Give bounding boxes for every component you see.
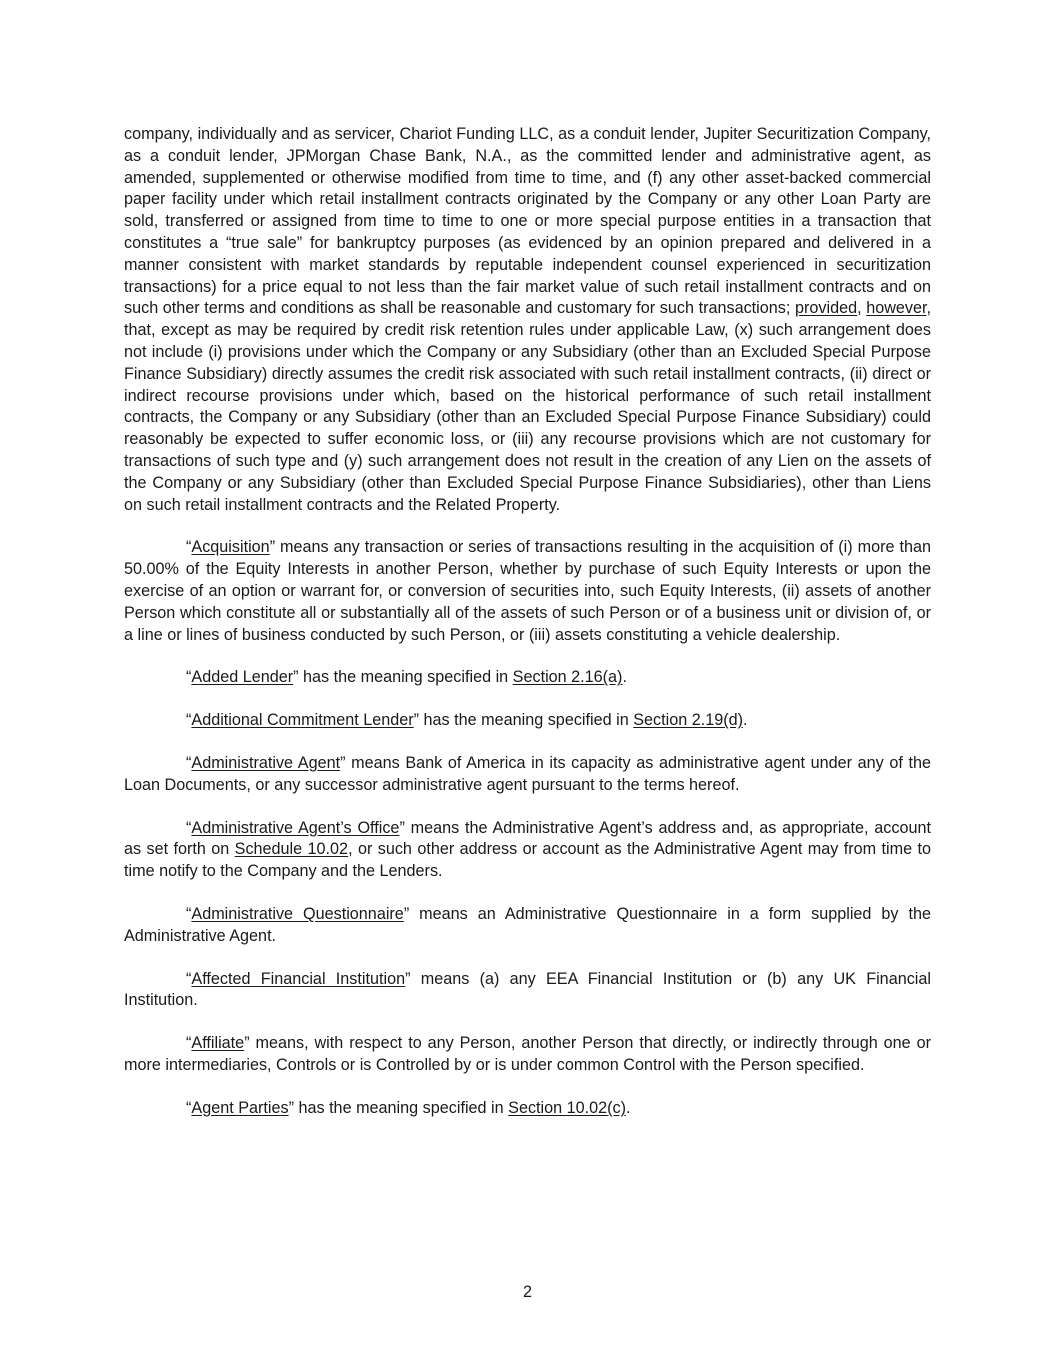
definition-additional-commitment-lender: “Additional Commitment Lender” has the meaning specified in Section 2.19(d).: [186, 711, 748, 730]
definition-term: Administrative Agent: [191, 753, 341, 772]
definition-body: ” means Bank of America in its capacity as administrative agent under any of the Loan Documents, or any successor administrative agent pursuant to the terms hereof.: [124, 753, 931, 794]
definition-term: Administrative Agent’s Office: [191, 818, 400, 837]
definition-term: Acquisition: [191, 538, 270, 557]
section-reference: Section 2.19(d): [633, 711, 743, 730]
definition-body: ” has the meaning specified in: [413, 711, 634, 730]
provided-term: provided: [794, 299, 858, 318]
schedule-reference: Schedule 10.02: [234, 840, 349, 859]
definition-added-lender: “Added Lender” has the meaning specified in Section 2.16(a).: [186, 668, 627, 687]
intro-paragraph: [124, 124, 931, 516]
however-term: however: [866, 299, 927, 318]
definition-body: ” means any transaction or series of transactions resulting in the acquisition of (i) more than 50.00% of the Equity Interests in another Person, whether by purchase of such Equity Interests or upon the exercise of an option or warrant for, or conversion of securities into, such Equity Interests, (ii) assets of another Person which constitute all or substantially all of the assets of such Person or of a business unit or division of, or a line or lines of business conducted by such Person, or (iii) assets constituting a vehicle dealership.: [124, 538, 931, 644]
section-reference: Section 2.16(a): [512, 668, 623, 687]
definition-tail: .: [626, 1098, 631, 1117]
intro-text-3: , that, except as may be required by credit risk retention rules under applicable Law, (x) such arrangement does not include (i) provisions under which the Company or any Subsidiary (other than an Excluded Special Purpose Finance Subsidiary) directly assumes the credit risk associated with such retail installment contracts, (ii) direct or indirect recourse provisions under which, based on the historical performance of such retail installment contracts, the Company or any Subsidiary (other than an Excluded Special Purpose Finance Subsidiary) could reasonably be expected to suffer economic loss, or (iii) any recourse provisions which are not customary for transactions of such type and (y) such arrangement does not result in the creation of any Lien on the assets of the Company or any Subsidiary (other than Excluded Special Purpose Finance Subsidiaries), other than Liens on such retail installment contracts and the Related Property.: [124, 299, 931, 514]
definition-term: Additional Commitment Lender: [191, 711, 414, 730]
definition-body: ” means (a) any EEA Financial Institution or (b) any UK Financial Institution.: [124, 969, 931, 1010]
definition-body: ” means, with respect to any Person, another Person that directly, or indirectly through one or more intermediaries, Controls or is Controlled by or is under common Control with the Person specified.: [124, 1034, 931, 1074]
definition-term: Added Lender: [191, 668, 294, 687]
definition-administrative-agents-office: “Administrative Agent’s Office” means the Administrative Agent’s address and, as appropriate, account as set forth on Schedule 10.02, or such other address or account as the Administrative Agent may from time to time notify to the Company and the Lenders.: [124, 818, 931, 881]
definition-term: Affiliate: [191, 1034, 245, 1053]
definition-term: Agent Parties: [191, 1098, 289, 1117]
document-page: [124, 124, 931, 1140]
definition-body: ” has the meaning specified in: [288, 1098, 509, 1117]
definition-acquisition: “Acquisition” means any transaction or series of transactions resulting in the acquisition of (i) more than 50.00% of the Equity Interests in another Person, whether by purchase of such Equity Interests or upon the exercise of an option or warrant for, or conversion of securities into, such Equity Interests, (ii) assets of another Person which constitute all or substantially all of the assets of such Person or of a business unit or division of, or a line or lines of business conducted by such Person, or (iii) assets constituting a vehicle dealership.: [124, 538, 931, 644]
intro-text-1: company, individually and as servicer, Chariot Funding LLC, as a conduit lender, Jupiter Securitization Company, as a conduit lender, JPMorgan Chase Bank, N.A., as the committed lender and administrative agent, as amended, supplemented or otherwise modified from time to time, and (f) any other asset-backed commercial paper facility under which retail installment contracts originated by the Company or any other Loan Party are sold, transferred or assigned from time to time to one or more special purpose entities in a transaction that constitutes a “true sale” for bankruptcy purposes (as evidenced by an opinion prepared and delivered in a manner consistent with market standards by reputable independent counsel experienced in securitization transactions) for a price equal to not less than the fair market value of such retail installment contracts and on such other terms and conditions as shall be reasonable and customary for such transactions;: [124, 125, 931, 318]
definition-tail: .: [622, 668, 627, 687]
section-reference: Section 10.02(c): [508, 1098, 627, 1117]
definition-tail: , or such other address or account as the Administrative Agent may from time to time notify to the Company and the Lenders.: [124, 840, 931, 881]
definition-term: Administrative Questionnaire: [191, 904, 404, 923]
definition-body: ” means an Administrative Questionnaire in a form supplied by the Administrative Agent.: [124, 904, 931, 945]
definition-agent-parties: “Agent Parties” has the meaning specified in Section 10.02(c).: [186, 1098, 631, 1117]
definition-body: ” means the Administrative Agent’s address and, as appropriate, account as set forth on: [124, 818, 931, 859]
definition-body: ” has the meaning specified in: [293, 668, 513, 687]
definition-term: Affected Financial Institution: [191, 969, 406, 988]
page-number: 2: [522, 1283, 532, 1301]
definition-administrative-questionnaire: “Administrative Questionnaire” means an Administrative Questionnaire in a form supplied by the Administrative Agent.: [124, 904, 931, 945]
intro-text-2: ,: [857, 299, 867, 318]
definition-affiliate: “Affiliate” means, with respect to any Person, another Person that directly, or indirectly through one or more intermediaries, Controls or is Controlled by or is under common Control with the Person specified.: [124, 1034, 931, 1074]
definition-affected-financial-institution: “Affected Financial Institution” means (a) any EEA Financial Institution or (b) any UK Financial Institution.: [124, 969, 931, 1010]
definition-administrative-agent: “Administrative Agent” means Bank of America in its capacity as administrative agent under any of the Loan Documents, or any successor administrative agent pursuant to the terms hereof.: [124, 753, 931, 794]
definition-tail: .: [742, 711, 748, 730]
